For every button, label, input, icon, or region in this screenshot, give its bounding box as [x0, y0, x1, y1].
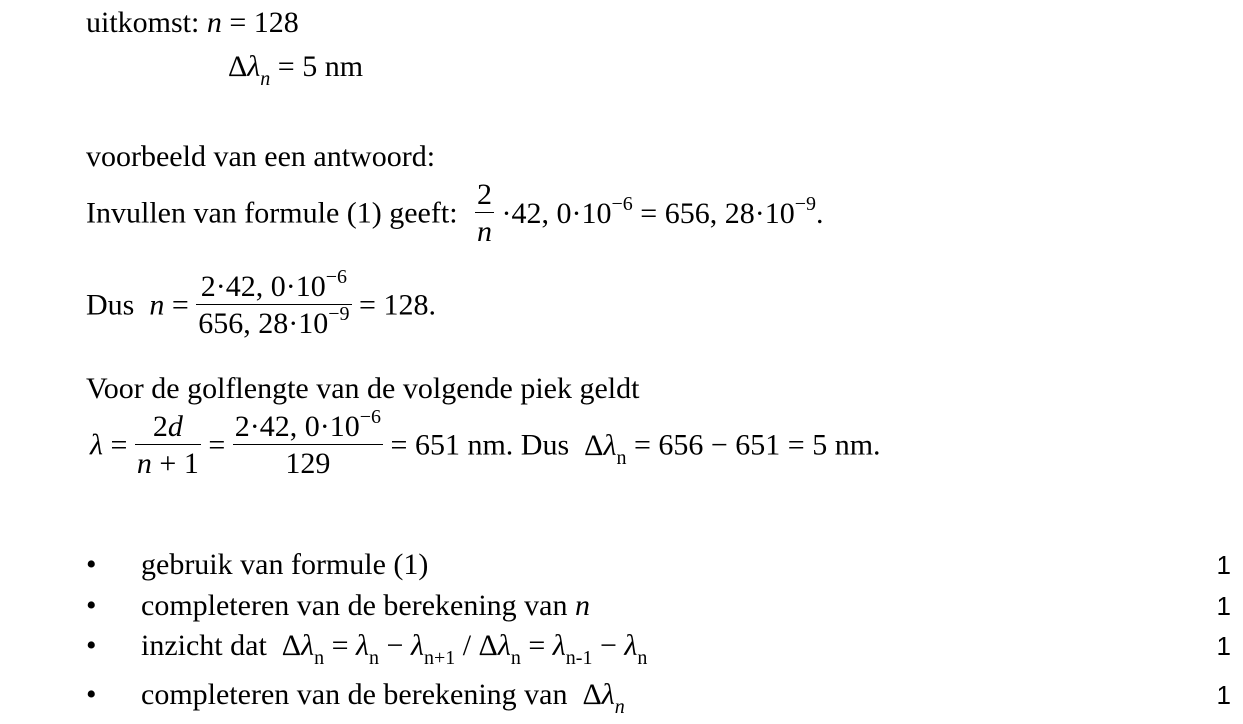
bullet: • [86, 548, 97, 581]
delta-lambda-value: = 5 nm [277, 50, 364, 83]
dus-n-line [86, 266, 436, 340]
scoring-text-row [141, 591, 590, 621]
result-label: uitkomst: [86, 6, 200, 39]
scoring-points: 1 [1216, 680, 1231, 710]
lambda-dus: . Dus [505, 428, 570, 462]
scoring-text: completeren van de berekening van [141, 589, 568, 622]
delta-calc: = 656 − 651 = 5 nm. [633, 428, 881, 462]
example-heading: voorbeeld van een antwoord: [86, 140, 436, 173]
fraction-numeric: $\frac{2\cdot 42, 0\cdot 10^{-6}}{129}$ [234, 406, 382, 480]
lambda-result: = 651 nm [390, 428, 506, 462]
next-peak-text: Voor de golflengte van de volgende piek geldt [86, 372, 640, 405]
bullet: • [86, 589, 97, 622]
scoring-text: inzicht dat [141, 629, 267, 662]
scoring-points: 1 [1216, 631, 1231, 661]
scoring-text-row [141, 629, 648, 669]
lambda-symbol: λ = [90, 428, 128, 462]
scoring-text-row [141, 678, 625, 718]
result-line-delta-lambda [228, 50, 364, 90]
lambda-line [90, 406, 881, 480]
fill-in-line [86, 180, 824, 247]
fraction-2d-over-n-plus-1: $\frac{2d}{n + 1}$ [136, 410, 199, 480]
dus-result: = 128. [359, 288, 436, 322]
scoring-points: 1 [1216, 550, 1231, 580]
scoring-text: gebruik van formule (1) [141, 548, 429, 581]
n-symbol: n [574, 589, 590, 622]
fraction-2-over-n: $\frac{2}{n}$ [477, 178, 493, 248]
n-fraction: $\frac{2\cdot 42, 0\cdot 10^{-6}}{656, 28\cdot 10^{-9}}$ [198, 266, 350, 340]
bullet: • [86, 629, 97, 662]
delta-lambda-symbol: $\Delta\lambda_n$ [228, 50, 271, 90]
scoring-points: 1 [1216, 591, 1231, 621]
delta-lambda-n-symbol: $\Delta\lambda_n$ [574, 678, 625, 718]
insight-formula: $\Delta\lambda_n = \lambda_n - \lambda_{n+1} / \Delta\lambda_n = \lambda_{n-1} - \lambda_n$ [274, 629, 648, 669]
fill-in-text: Invullen van formule (1) geeft: [86, 196, 458, 230]
fill-in-formula: ·42, $0\cdot 10^{-6} = 656$, $28\cdot 10^{-9}$. [501, 192, 824, 230]
delta-lambda-n-symbol: $\Delta\lambda_n$ [576, 428, 627, 469]
scoring-text: completeren van de berekening van [141, 678, 568, 711]
dus-label: Dus [86, 288, 135, 322]
bullet: • [86, 678, 97, 711]
n-formula-lhs: n = [149, 288, 189, 322]
equals-sign: = [208, 428, 226, 462]
result-n-formula: n = 128 [206, 6, 299, 39]
result-line-n [86, 8, 299, 38]
